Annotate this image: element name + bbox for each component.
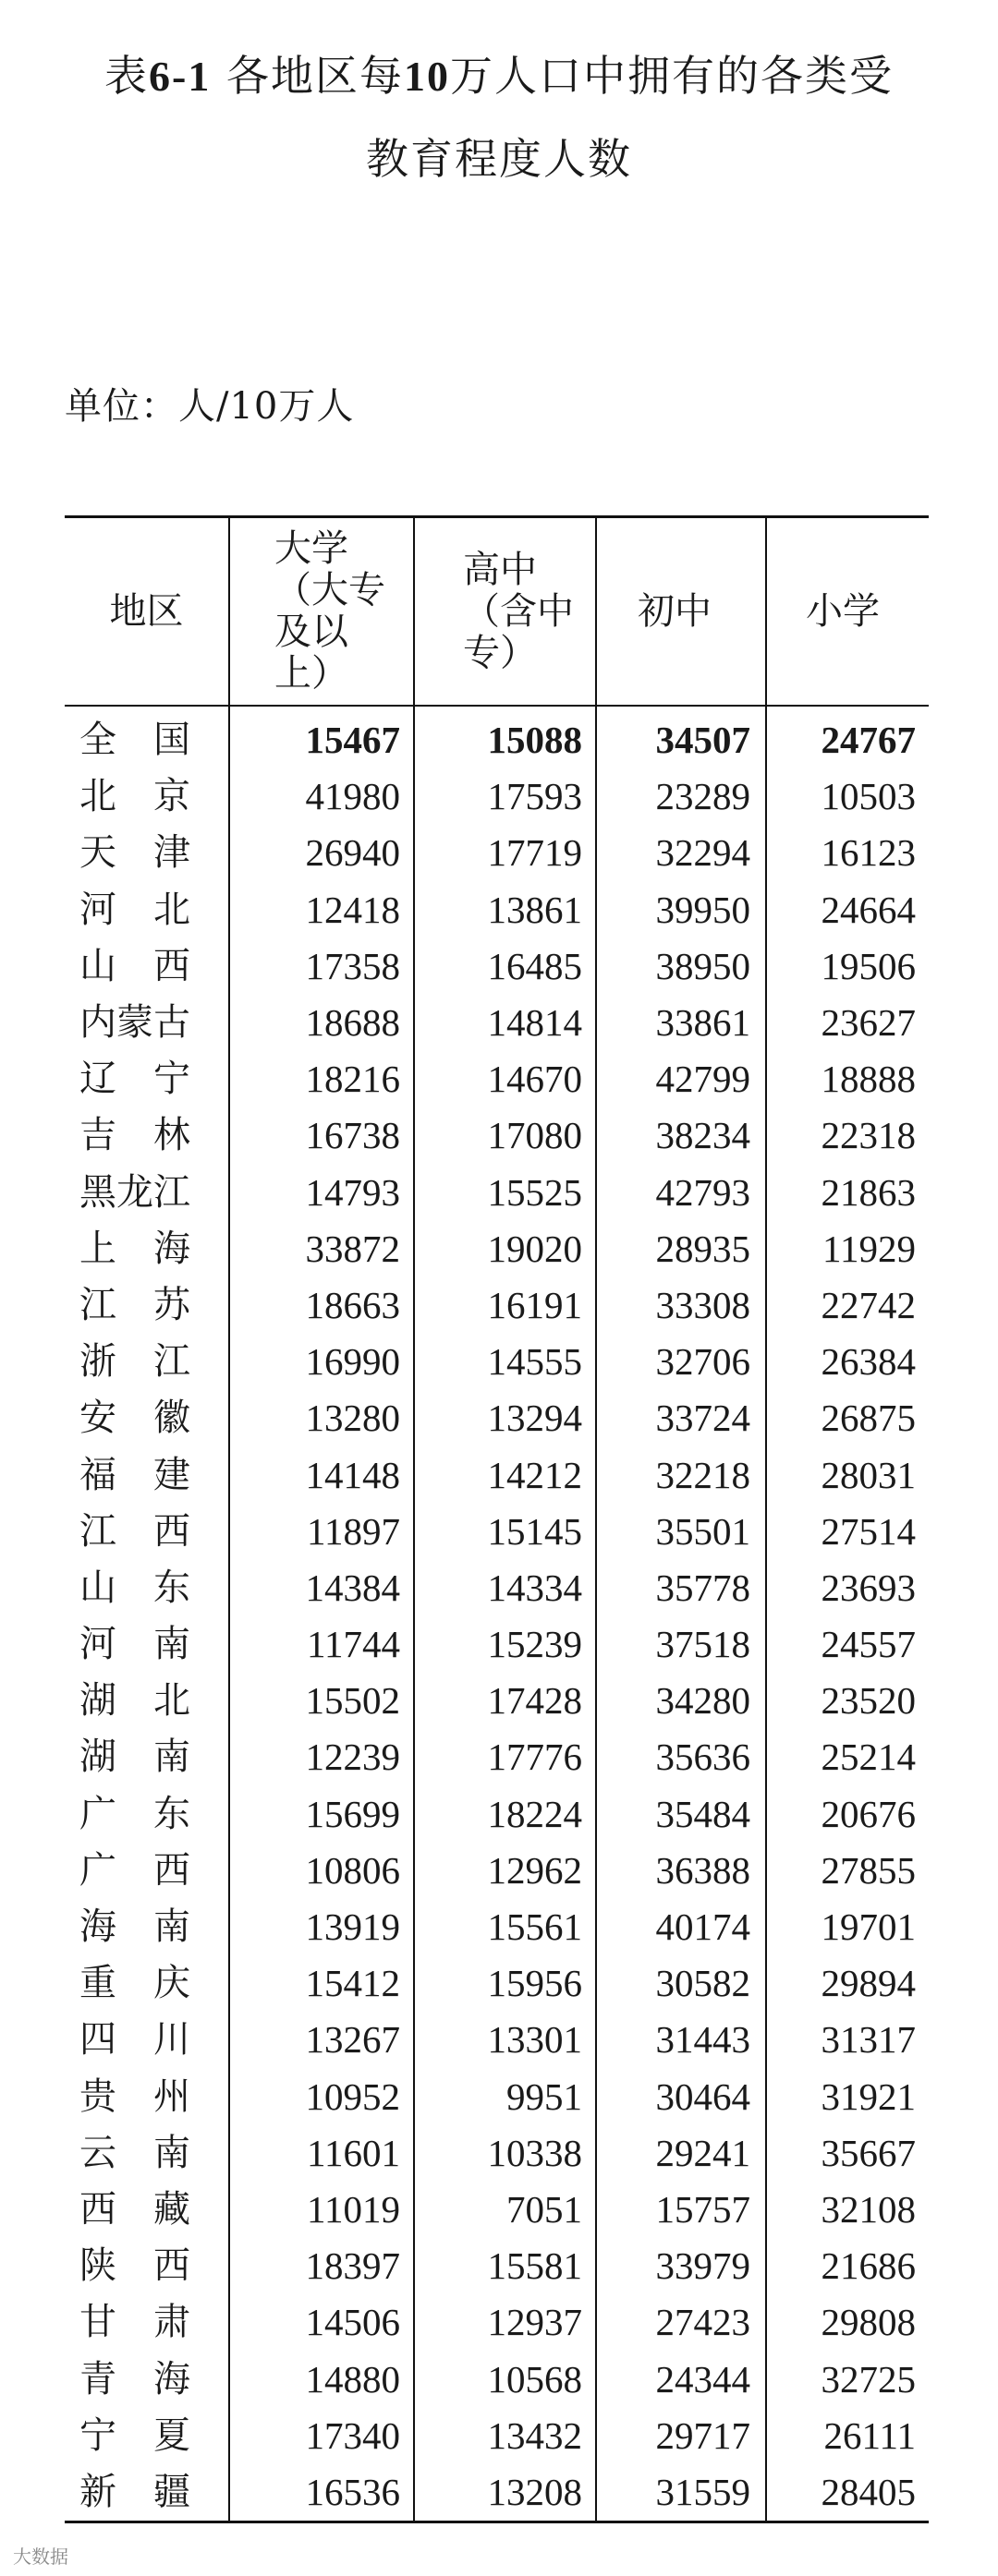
header-region: 地区 <box>65 517 229 707</box>
value-cell: 19506 <box>766 938 929 995</box>
value-cell: 18216 <box>229 1051 414 1107</box>
value-cell: 32218 <box>596 1446 766 1503</box>
value-cell: 24664 <box>766 882 929 938</box>
region-cell: 福 建 <box>79 1453 190 1496</box>
value-cell: 26940 <box>229 825 414 881</box>
table-row <box>65 2012 929 2068</box>
value-cell: 23520 <box>766 1673 929 1729</box>
value-cell: 35667 <box>766 2125 929 2182</box>
table-row <box>65 882 929 938</box>
value-cell: 10568 <box>414 2351 596 2407</box>
value-cell: 19020 <box>414 1221 596 1277</box>
value-cell: 19701 <box>766 1899 929 1955</box>
value-cell: 14148 <box>229 1446 414 1503</box>
value-cell: 32294 <box>596 825 766 881</box>
value-cell: 31443 <box>596 2012 766 2068</box>
value-cell: 23289 <box>596 768 766 825</box>
value-cell: 31921 <box>766 2069 929 2125</box>
value-cell: 15145 <box>414 1504 596 1560</box>
value-cell: 33872 <box>229 1221 414 1277</box>
value-cell: 35484 <box>596 1786 766 1843</box>
region-cell: 安 徽 <box>79 1397 190 1440</box>
table-row <box>65 706 929 768</box>
value-cell: 12937 <box>414 2294 596 2351</box>
value-cell: 23693 <box>766 1560 929 1616</box>
value-cell: 13208 <box>414 2464 596 2522</box>
value-cell: 14793 <box>229 1165 414 1221</box>
region-cell: 河 南 <box>79 1623 190 1666</box>
value-cell: 17340 <box>229 2408 414 2464</box>
region-cell: 江 西 <box>79 1509 190 1553</box>
value-cell: 14880 <box>229 2351 414 2407</box>
value-cell: 16738 <box>229 1107 414 1164</box>
table-row <box>65 1446 929 1503</box>
value-cell: 13919 <box>229 1899 414 1955</box>
value-cell: 38234 <box>596 1107 766 1164</box>
value-cell: 34507 <box>596 706 766 768</box>
table-row <box>65 938 929 995</box>
value-cell: 14814 <box>414 995 596 1051</box>
value-cell: 31559 <box>596 2464 766 2522</box>
value-cell: 36388 <box>596 1843 766 1899</box>
table-row <box>65 2069 929 2125</box>
value-cell: 15757 <box>596 2182 766 2238</box>
value-cell: 14212 <box>414 1446 596 1503</box>
value-cell: 15956 <box>414 1955 596 2012</box>
table-row <box>65 2294 929 2351</box>
value-cell: 42799 <box>596 1051 766 1107</box>
value-cell: 27514 <box>766 1504 929 1560</box>
value-cell: 13861 <box>414 882 596 938</box>
value-cell: 23627 <box>766 995 929 1051</box>
page-title <box>0 44 998 108</box>
value-cell: 30464 <box>596 2069 766 2125</box>
region-cell: 河 北 <box>79 888 190 931</box>
value-cell: 11897 <box>229 1504 414 1560</box>
value-cell: 15467 <box>229 706 414 768</box>
value-cell: 15502 <box>229 1673 414 1729</box>
value-cell: 15561 <box>414 1899 596 1955</box>
value-cell: 12962 <box>414 1843 596 1899</box>
value-cell: 34280 <box>596 1673 766 1729</box>
value-cell: 29717 <box>596 2408 766 2464</box>
value-cell: 10338 <box>414 2125 596 2182</box>
watermark: 大数据 <box>13 2546 68 2568</box>
value-cell: 17428 <box>414 1673 596 1729</box>
region-cell: 浙 江 <box>79 1340 190 1384</box>
value-cell: 27423 <box>596 2294 766 2351</box>
value-cell: 15412 <box>229 1955 414 2012</box>
value-cell: 15699 <box>229 1786 414 1843</box>
value-cell: 13294 <box>414 1390 596 1446</box>
value-cell: 10952 <box>229 2069 414 2125</box>
header-university: 大学（大专及以上） <box>229 517 414 707</box>
table-row <box>65 995 929 1051</box>
value-cell: 24767 <box>766 706 929 768</box>
value-cell: 27855 <box>766 1843 929 1899</box>
table-row <box>65 2182 929 2238</box>
table-row <box>65 1390 929 1446</box>
value-cell: 26875 <box>766 1390 929 1446</box>
region-cell: 湖 北 <box>79 1679 190 1723</box>
value-cell: 33861 <box>596 995 766 1051</box>
value-cell: 11744 <box>229 1616 414 1673</box>
value-cell: 28031 <box>766 1446 929 1503</box>
value-cell: 17593 <box>414 768 596 825</box>
value-cell: 11601 <box>229 2125 414 2182</box>
value-cell: 26111 <box>766 2408 929 2464</box>
table-row <box>65 1051 929 1107</box>
value-cell: 16485 <box>414 938 596 995</box>
title-mid: 各地区每 <box>211 51 404 101</box>
value-cell: 24344 <box>596 2351 766 2407</box>
value-cell: 14384 <box>229 1560 414 1616</box>
value-cell: 17080 <box>414 1107 596 1164</box>
header-junior: 初中 <box>596 517 766 707</box>
table-row <box>65 1729 929 1785</box>
table-row <box>65 2408 929 2464</box>
value-cell: 26384 <box>766 1334 929 1390</box>
value-cell: 33308 <box>596 1277 766 1334</box>
table-row <box>65 1899 929 1955</box>
region-cell: 新 疆 <box>79 2470 190 2513</box>
value-cell: 15239 <box>414 1616 596 1673</box>
value-cell: 14506 <box>229 2294 414 2351</box>
value-cell: 15525 <box>414 1165 596 1221</box>
value-cell: 11929 <box>766 1221 929 1277</box>
value-cell: 21863 <box>766 1165 929 1221</box>
value-cell: 41980 <box>229 768 414 825</box>
value-cell: 14670 <box>414 1051 596 1107</box>
table-number: 6-1 <box>149 53 212 100</box>
table-row <box>65 1165 929 1221</box>
table-row <box>65 1616 929 1673</box>
value-cell: 13432 <box>414 2408 596 2464</box>
value-cell: 32706 <box>596 1334 766 1390</box>
table-row <box>65 768 929 825</box>
value-cell: 16123 <box>766 825 929 881</box>
value-cell: 7051 <box>414 2182 596 2238</box>
page-title-line2: 教育程度人数 <box>366 134 632 184</box>
unit-label: 单位：人/10万人 <box>65 385 355 428</box>
value-cell: 14334 <box>414 1560 596 1616</box>
value-cell: 20676 <box>766 1786 929 1843</box>
region-cell: 山 东 <box>79 1566 190 1609</box>
table-row <box>65 2464 929 2522</box>
value-cell: 10503 <box>766 768 929 825</box>
value-cell: 17358 <box>229 938 414 995</box>
table-header-row <box>65 517 929 707</box>
region-cell: 天 津 <box>79 831 190 875</box>
value-cell: 32725 <box>766 2351 929 2407</box>
value-cell: 18663 <box>229 1277 414 1334</box>
value-cell: 40174 <box>596 1899 766 1955</box>
header-primary: 小学 <box>766 517 929 707</box>
value-cell: 17776 <box>414 1729 596 1785</box>
value-cell: 16990 <box>229 1334 414 1390</box>
table-row <box>65 1955 929 2012</box>
region-cell: 吉 林 <box>79 1114 190 1157</box>
table-row <box>65 2238 929 2294</box>
value-cell: 11019 <box>229 2182 414 2238</box>
value-cell: 25214 <box>766 1729 929 1785</box>
region-cell: 重 庆 <box>79 1962 190 2005</box>
value-cell: 13301 <box>414 2012 596 2068</box>
value-cell: 16191 <box>414 1277 596 1334</box>
region-cell: 内蒙古 <box>79 1001 190 1045</box>
table-row <box>65 1107 929 1164</box>
value-cell: 30582 <box>596 1955 766 2012</box>
region-cell: 西 藏 <box>79 2187 190 2231</box>
value-cell: 33724 <box>596 1390 766 1446</box>
value-cell: 28935 <box>596 1221 766 1277</box>
value-cell: 29241 <box>596 2125 766 2182</box>
value-cell: 18224 <box>414 1786 596 1843</box>
region-cell: 广 西 <box>79 1848 190 1892</box>
value-cell: 28405 <box>766 2464 929 2522</box>
value-cell: 13267 <box>229 2012 414 2068</box>
region-cell: 辽 宁 <box>79 1058 190 1101</box>
region-cell: 四 川 <box>79 2018 190 2062</box>
value-cell: 39950 <box>596 882 766 938</box>
table-row <box>65 1843 929 1899</box>
value-cell: 18688 <box>229 995 414 1051</box>
table-row <box>65 1504 929 1560</box>
region-cell: 北 京 <box>79 775 190 818</box>
value-cell: 22742 <box>766 1277 929 1334</box>
table-row <box>65 2125 929 2182</box>
table-row <box>65 1786 929 1843</box>
table-row <box>65 1277 929 1334</box>
value-cell: 16536 <box>229 2464 414 2522</box>
value-cell: 37518 <box>596 1616 766 1673</box>
value-cell: 15088 <box>414 706 596 768</box>
title-suffix: 万人口中拥有的各类受 <box>449 51 894 101</box>
region-cell: 贵 州 <box>79 2074 190 2118</box>
value-cell: 31317 <box>766 2012 929 2068</box>
region-cell: 上 海 <box>79 1227 190 1270</box>
region-cell: 湖 南 <box>79 1735 190 1779</box>
region-cell: 宁 夏 <box>79 2413 190 2457</box>
table-row <box>65 2351 929 2407</box>
table-row <box>65 1560 929 1616</box>
value-cell: 12418 <box>229 882 414 938</box>
value-cell: 24557 <box>766 1616 929 1673</box>
table-row <box>65 1221 929 1277</box>
table-row <box>65 1334 929 1390</box>
value-cell: 38950 <box>596 938 766 995</box>
region-cell: 甘 肃 <box>79 2301 190 2344</box>
title-number: 10 <box>403 53 450 100</box>
value-cell: 33979 <box>596 2238 766 2294</box>
value-cell: 29808 <box>766 2294 929 2351</box>
header-highschool: 高中（含中专） <box>414 517 596 707</box>
value-cell: 35636 <box>596 1729 766 1785</box>
region-cell: 海 南 <box>79 1905 190 1949</box>
region-cell: 黑龙江 <box>79 1170 190 1214</box>
value-cell: 29894 <box>766 1955 929 2012</box>
value-cell: 9951 <box>414 2069 596 2125</box>
value-cell: 18397 <box>229 2238 414 2294</box>
region-cell: 山 西 <box>79 944 190 987</box>
region-cell: 陕 西 <box>79 2244 190 2288</box>
region-cell: 云 南 <box>79 2131 190 2174</box>
title-prefix: 表 <box>104 51 150 101</box>
value-cell: 17719 <box>414 825 596 881</box>
value-cell: 22318 <box>766 1107 929 1164</box>
value-cell: 10806 <box>229 1843 414 1899</box>
table-row <box>65 1673 929 1729</box>
table-body <box>65 706 929 2522</box>
region-cell: 江 苏 <box>79 1283 190 1326</box>
value-cell: 15581 <box>414 2238 596 2294</box>
region-cell: 青 海 <box>79 2357 190 2401</box>
value-cell: 18888 <box>766 1051 929 1107</box>
value-cell: 13280 <box>229 1390 414 1446</box>
value-cell: 12239 <box>229 1729 414 1785</box>
region-cell: 广 东 <box>79 1792 190 1835</box>
value-cell: 35501 <box>596 1504 766 1560</box>
value-cell: 35778 <box>596 1560 766 1616</box>
value-cell: 21686 <box>766 2238 929 2294</box>
data-table <box>65 515 929 2523</box>
table-row <box>65 825 929 881</box>
value-cell: 32108 <box>766 2182 929 2238</box>
region-cell: 全 国 <box>79 719 190 762</box>
value-cell: 42793 <box>596 1165 766 1221</box>
value-cell: 14555 <box>414 1334 596 1390</box>
